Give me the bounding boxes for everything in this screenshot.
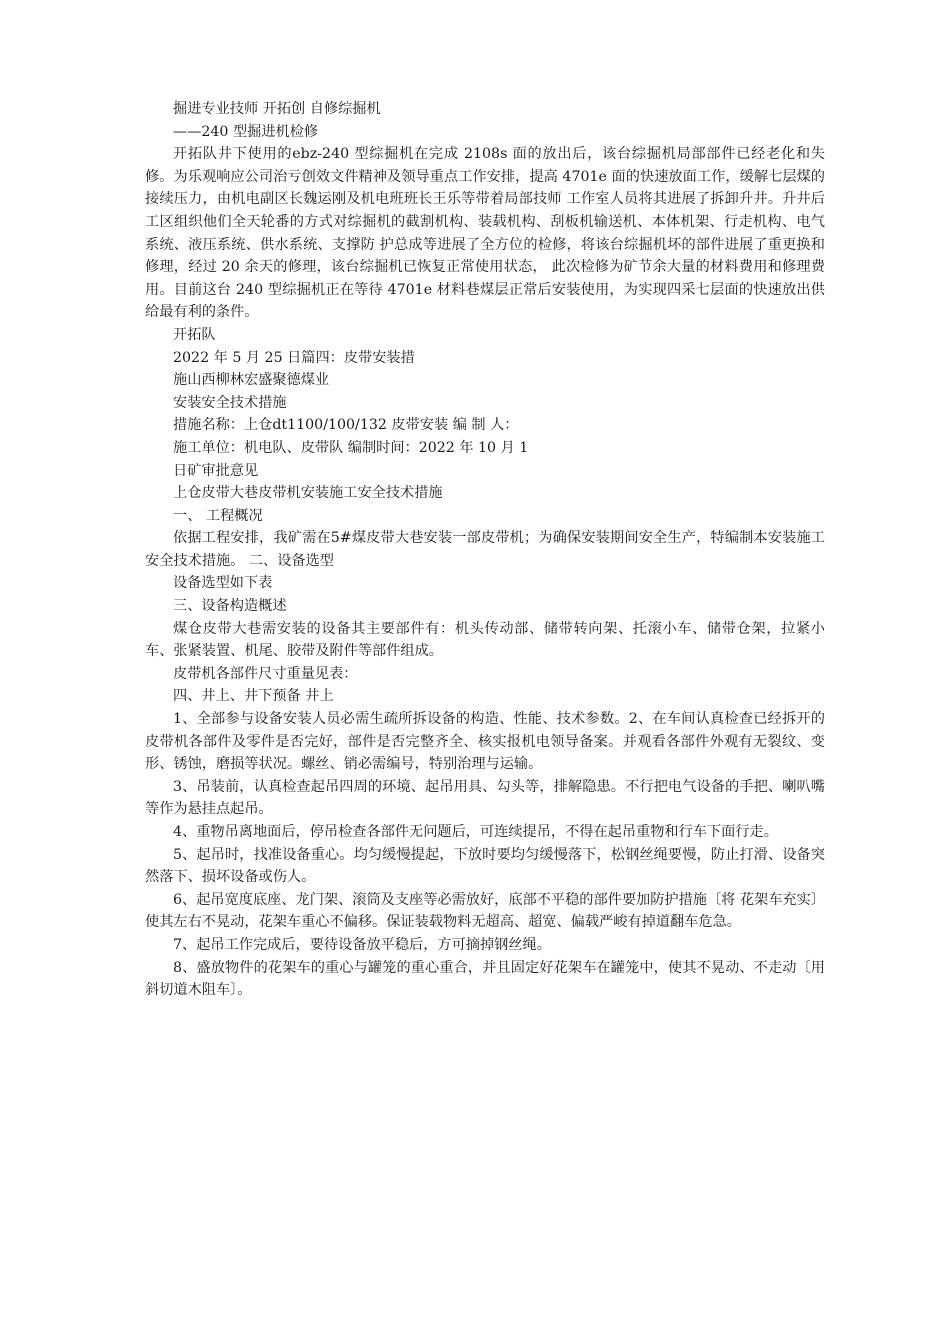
heading-line: 掘进专业技师 开拓创 自修综掘机 xyxy=(173,101,381,117)
subheading-line: ——240 型掘进机检修 xyxy=(173,123,319,140)
document-body xyxy=(145,98,825,1002)
body-paragraph: 依据工程安排，我矿需在5#煤皮带大巷安装一部皮带机；为确保安装期间安全生产，特编制本安装施工安全技术措施。 二、设备选型 xyxy=(145,530,825,569)
body-paragraph: 煤仓皮带大巷需安装的设备其主要部件有：机头传动部、储带转向架、托滚小车、储带仓架，拉紧小车、张紧装置、机尾、胶带及附件等部件组成。 xyxy=(145,620,825,660)
signature-line: 开拓队 xyxy=(173,326,216,343)
section-title: 上仓皮带大巷皮带机安装施工安全技术措施 xyxy=(173,485,443,502)
date-line: 2022 年 5 月 25 日篇四：皮带安装措 xyxy=(173,349,415,366)
section-heading: 四、井上、井下预备 井上 xyxy=(173,688,334,705)
body-paragraph: 1、全部参与设备安装人员必需生疏所拆设备的构造、性能、技术参数。2、在车间认真检查已经拆开的皮带机各部件及零件是否完好，部件是否完整齐全、核实报机电领导备案。并观看各部件外观有无裂纹、变形、锈蚀，磨损等状况。螺丝、销必需编号，特别治理与运输。 xyxy=(145,711,825,773)
construction-unit-line: 施工单位：机电队、皮带队 编制时间：2022 年 10 月 1 xyxy=(173,439,529,456)
text-line: 设备选型如下表 xyxy=(173,575,273,592)
text-line: 皮带机各部件尺寸重量见表： xyxy=(173,665,358,682)
body-paragraph: 7、起吊工作完成后，要待设备放平稳后，方可摘掉钢丝绳。 xyxy=(173,936,551,953)
body-paragraph: 5、起吊时，找准设备重心。均匀缓慢提起，下放时要均匀缓慢落下，松钢丝绳要慢，防止打滑、设备突然落下、损坏设备或伤人。 xyxy=(145,846,825,886)
section-heading: 三、设备构造概述 xyxy=(173,598,287,615)
measure-name-line: 措施名称：上仓dt1100/100/132 皮带安装 编 制 人： xyxy=(173,417,519,434)
text-line: 安装安全技术措施 xyxy=(173,394,287,411)
approval-line: 日矿审批意见 xyxy=(173,462,259,479)
text-line: 施山西柳林宏盛聚德煤业 xyxy=(173,372,330,389)
body-paragraph: 开拓队井下使用的ebz-240 型综掘机在完成 2108s 面的放出后，该台综掘机局部部件已经老化和失修。为乐观响应公司治亏创效文件精神及领导重点工作安排，提高 4701e 面的快速放面工作，缓解七层煤的接续压力，由机电副区长魏运刚及机电班班长王乐等带着局部技师 工作室人员将其进展了拆卸升井。升井后工区组织他们全天轮番的方式对综掘机的截割机构、装载机构、刮板机输送机、本体机架、行走机构、电气系统、液压系统、供水系统、支撑防 护总成等进展了全方位的检修，将该台综掘机坏的部件进展了重更换和修理，经过 20 余天的修理，该台综掘机已恢复正常使用状态， 此次检修为矿节余大量的材料费用和修理费用。目前这台 240 型综掘机正在等待 4701e 材料巷煤层正常后安装使用，为实现四采七层面的快速放出供给最有利的条件。 xyxy=(145,146,825,321)
body-paragraph: 6、起吊宽度底座、龙门架、滚筒及支座等必需放好，底部不平稳的部件要加防护措施〔将 花架车充实〕使其左右不晃动，花架车重心不偏移。保证装载物料无超高、超宽、偏载严峻有掉道翻车危急。 xyxy=(145,891,825,931)
section-heading: 一、 工程概况 xyxy=(173,507,263,524)
body-paragraph: 8、盛放物件的花架车的重心与罐笼的重心重合，并且固定好花架车在罐笼中，使其不晃动、不走动〔用斜切道木阻车〕。 xyxy=(145,959,825,999)
body-paragraph: 3、吊装前，认真检查起吊四周的环境、起吊用具、勾头等，排解隐患。不行把电气设备的手把、喇叭嘴等作为悬挂点起吊。 xyxy=(145,778,825,818)
body-paragraph: 4、重物吊离地面后，停吊检查各部件无问题后，可连续提吊，不得在起吊重物和行车下面行走。 xyxy=(173,824,778,840)
